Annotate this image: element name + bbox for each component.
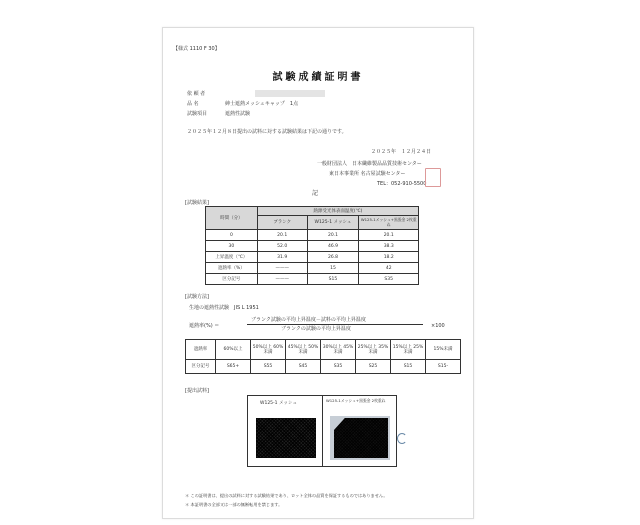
table-row — [206, 230, 419, 241]
cell: 20.1 — [257, 230, 307, 241]
time-header: 時間（分） — [206, 207, 258, 230]
ranges-label: 遮熱率 — [186, 340, 216, 360]
codes-label: 区分記号 — [186, 360, 216, 374]
cell: 25%以上 35%未満 — [356, 340, 391, 360]
samples-section-label: [提出試料] — [185, 388, 209, 394]
cell: 45%以上 50%未満 — [286, 340, 321, 360]
footnote-1: ＊ この証明書は、提出の試料に対する試験結果であり、ロット全体の品質を保証するものではありません。 — [185, 493, 388, 498]
cell: S15 — [307, 274, 359, 285]
formula-lhs: 遮熱率(%) ＝ — [189, 323, 220, 329]
footnote-2: ＊ 本証明書の全部又は一部の無断転用を禁じます。 — [185, 502, 283, 507]
samples-divider — [322, 396, 323, 466]
cell: 60%以上 — [216, 340, 251, 360]
cell: 46.9 — [307, 241, 359, 252]
cell: 18.2 — [359, 252, 419, 263]
cell: 15 — [307, 263, 359, 274]
cell: 15%未満 — [426, 340, 461, 360]
results-section-label: [試験結果] — [185, 200, 209, 206]
handwritten-mark — [397, 433, 407, 444]
sample1-label: W125-1 メッシュ — [260, 401, 297, 406]
row-label: 0 — [206, 230, 258, 241]
issuer-tel: TEL：052-910-5500 — [377, 181, 427, 187]
temp-header: 熱源受光体表面温度(℃) — [257, 207, 418, 216]
sample1-mesh-image — [256, 418, 316, 458]
issuer-office: 東日本事業所 名古屋試験センター — [329, 171, 406, 177]
cell: 30%以上 45%未満 — [321, 340, 356, 360]
table-row — [206, 252, 419, 263]
redacted-client-name — [255, 90, 325, 97]
issue-date: ２０２５年 １２月２４日 — [371, 149, 432, 155]
client-label: 依 頼 者 — [187, 91, 206, 97]
cell: 31.9 — [257, 252, 307, 263]
cell: S15 — [391, 360, 426, 374]
certificate-page — [162, 27, 474, 519]
fraction-bar — [247, 324, 423, 325]
cell: ——— — [257, 263, 307, 274]
table-row — [186, 360, 461, 374]
test-standard: 生地の遮熱性試験 JIS L 1951 — [189, 305, 259, 311]
row-label: 上昇温度（℃） — [206, 252, 258, 263]
sample2-mesh-image — [334, 418, 388, 458]
classification-table — [185, 339, 461, 374]
method-section-label: [試験方法] — [185, 294, 209, 300]
item-label: 品 名 — [187, 101, 199, 107]
row-label: 区分記号 — [206, 274, 258, 285]
cell: 15%以上 25%未満 — [391, 340, 426, 360]
col-mesh: W125-1 メッシュ — [307, 216, 359, 230]
cell: ——— — [257, 274, 307, 285]
form-code: 【様式 1110 F 30】 — [173, 46, 220, 52]
cell: 50%以上 60%未満 — [251, 340, 286, 360]
cell: S65+ — [216, 360, 251, 374]
record-mark: 記 — [312, 190, 319, 197]
document-title: 試験成績証明書 — [272, 72, 364, 83]
cell: 20.1 — [307, 230, 359, 241]
row-label: 遮熱率（%） — [206, 263, 258, 274]
table-row — [206, 263, 419, 274]
table-row — [186, 340, 461, 360]
cell: 52.0 — [257, 241, 307, 252]
cell: S55 — [251, 360, 286, 374]
cell: 20.1 — [359, 230, 419, 241]
formula-numerator: ブランク試験の平均上昇温度－試料の平均上昇温度 — [251, 317, 366, 323]
table-row — [206, 274, 419, 285]
cell: 38.3 — [359, 241, 419, 252]
col-mesh-double: W125-1メッシュ+黒張金 2枚重ね — [359, 216, 419, 230]
samples-box — [247, 395, 397, 467]
cell: S15- — [426, 360, 461, 374]
cell: S25 — [356, 360, 391, 374]
intro-text: ２０２５年１２月８日提出の試料に対する試験結果は下記の通りです。 — [187, 129, 347, 135]
row-label: 30 — [206, 241, 258, 252]
col-blank: ブランク — [257, 216, 307, 230]
seal-stamp — [425, 168, 441, 187]
results-table — [205, 206, 419, 285]
formula-multiplier: ×100 — [431, 323, 445, 329]
cell: 42 — [359, 263, 419, 274]
sample2-label: W125-1メッシュ+黒張金 2枚重ね — [326, 398, 386, 403]
cell: S35 — [321, 360, 356, 374]
cell: S35 — [359, 274, 419, 285]
formula-denominator: ブランクの試験の平均上昇温度 — [281, 326, 351, 332]
cell: 26.8 — [307, 252, 359, 263]
test-item-label: 試験項目 — [187, 111, 208, 117]
table-row — [206, 241, 419, 252]
test-item-value: 遮熱性試験 — [225, 111, 251, 117]
cell: S45 — [286, 360, 321, 374]
item-value: 紳士遮熱メッシュキャップ 1点 — [225, 101, 299, 107]
issuer-org: 一般財団法人 日本繊維製品品質技術センター — [317, 161, 422, 167]
